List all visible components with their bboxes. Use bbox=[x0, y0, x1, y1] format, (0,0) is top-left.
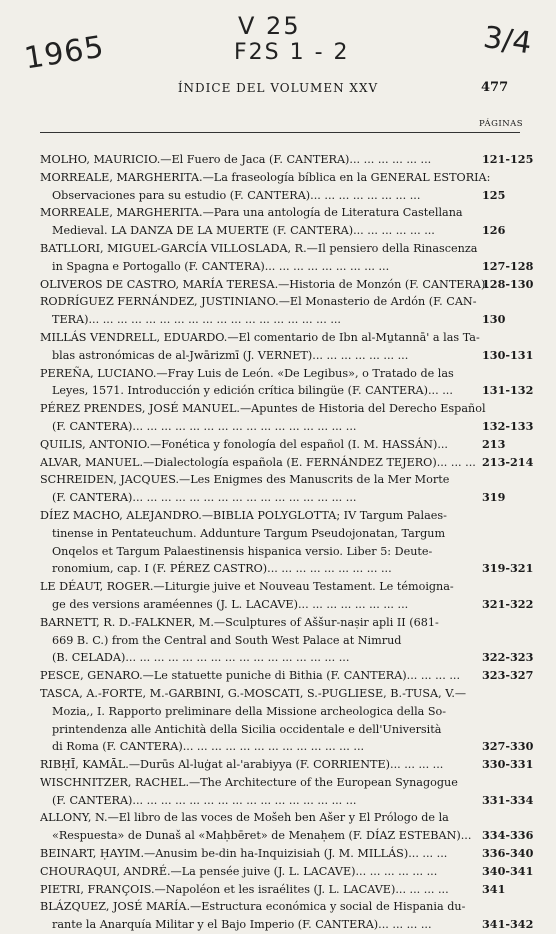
entry-line: QUILIS, ANTONIO.—Fonética y fonología del español (I. M. HASSÁN)... bbox=[40, 437, 448, 451]
index-entry bbox=[40, 365, 534, 401]
entry-pages: 334-336 bbox=[482, 828, 534, 843]
entry-line: 669 B. C.) from the Central and South West Palace at Nimrud bbox=[52, 633, 402, 647]
handwritten-fraction: 3/4 bbox=[481, 20, 534, 62]
entry-pages: 125 bbox=[482, 187, 506, 202]
entry-line: di Roma (F. CANTERA)... ... ... ... ... ... ... ... ... ... ... ... ... bbox=[52, 740, 365, 754]
entry-pages: 132-133 bbox=[482, 418, 534, 433]
entry-line: (F. CANTERA)... ... ... ... ... ... ... ... ... ... ... ... ... ... ... ... bbox=[52, 793, 357, 807]
index-entry bbox=[40, 507, 534, 578]
entry-pages: 131-132 bbox=[482, 383, 534, 398]
pages-column-label: PÁGINAS bbox=[479, 119, 524, 129]
entry-line: tinense in Pentateuchum. Addunture Targum Pseudojonatan, Targum bbox=[52, 526, 446, 540]
entry-line: PÉREZ PRENDES, JOSÉ MANUEL.—Apuntes de Historia del Derecho Español bbox=[40, 402, 486, 416]
handwritten-year: 1965 bbox=[22, 29, 107, 77]
entry-pages: 331-334 bbox=[482, 792, 534, 807]
entry-pages: 330-331 bbox=[482, 757, 534, 772]
entry-line: ronomium, cap. I (F. PÉREZ CASTRO)... ... ... ... ... ... ... ... ... bbox=[52, 562, 392, 576]
handwritten-fascicles: F2S 1 - 2 bbox=[234, 40, 350, 65]
index-entry bbox=[40, 898, 534, 934]
entry-pages: 128-130 bbox=[482, 276, 534, 291]
entry-line: WISCHNITZER, RACHEL.—The Architecture of the European Synagogue bbox=[40, 775, 458, 789]
entry-line: TERA)... ... ... ... ... ... ... ... ... ... ... ... ... ... ... ... ... ... bbox=[52, 313, 341, 327]
entry-line: printendenza alle Antichità della Sicilia occidentale e dell'Università bbox=[52, 722, 442, 736]
index-entry bbox=[40, 169, 526, 205]
entry-pages: 121-125 bbox=[482, 152, 534, 166]
entry-line: ge des versions araméennes (J. L. LACAVE)... ... ... ... ... ... ... ... bbox=[52, 597, 409, 611]
entry-pages: 319 bbox=[482, 490, 506, 505]
entry-pages: 340-341 bbox=[482, 863, 534, 878]
entry-line: Leyes, 1571. Introducción y edición crítica bilingüe (F. CANTERA)... ... bbox=[52, 384, 453, 398]
entry-line: rante la Anarquía Militar y el Bajo Imperio (F. CANTERA)... ... ... ... bbox=[52, 918, 432, 932]
running-title: ÍNDICE DEL VOLUMEN XXV bbox=[177, 81, 379, 95]
entry-line: CHOURAQUI, ANDRÉ.—La pensée juive (J. L. LACAVE)... ... ... ... ... ... bbox=[40, 864, 438, 878]
entry-line: BEINART, ḤAYIM.—Anusim be-din ha-Inquizisiah (J. M. MILLÁS)... ... ... bbox=[40, 847, 448, 861]
entry-line: blas astronómicas de al-Jwārizmī (J. VERNET)... ... ... ... ... ... ... bbox=[52, 348, 409, 362]
entry-pages: 213 bbox=[482, 436, 506, 451]
entry-line: LE DÉAUT, ROGER.—Liturgie juive et Nouveau Testament. Le témoigna- bbox=[40, 580, 454, 594]
entry-line: ALLONY, N.—El libro de las voces de Mošeh ben Ašer y El Prólogo de la bbox=[40, 811, 449, 825]
entry-line: MORREALE, MARGHERITA.—La fraseología bíblica en la GENERAL ESTORIA: bbox=[40, 170, 491, 184]
entry-line: RODRÍGUEZ FERNÁNDEZ, JUSTINIANO.—El Monasterio de Ardón (F. CAN- bbox=[40, 295, 477, 309]
entry-pages: 130 bbox=[482, 312, 506, 327]
index-entries bbox=[40, 151, 534, 934]
entry-pages: 341-342 bbox=[482, 917, 534, 932]
entry-pages: 130-131 bbox=[482, 347, 534, 362]
index-entry bbox=[40, 863, 534, 881]
index-entry bbox=[40, 240, 534, 276]
index-entry bbox=[40, 685, 534, 756]
entry-pages: 127-128 bbox=[482, 258, 534, 273]
entry-pages: 341 bbox=[482, 881, 506, 896]
index-entry bbox=[40, 471, 526, 507]
index-entry bbox=[40, 400, 534, 436]
entry-line: OLIVEROS DE CASTRO, MARÍA TERESA.—Historia de Monzón (F. CANTERA). bbox=[40, 277, 489, 291]
entry-line: MOLHO, MAURICIO.—El Fuero de Jaca (F. CANTERA)... ... ... ... ... ... bbox=[40, 153, 432, 166]
index-entry bbox=[40, 454, 534, 472]
index-entry bbox=[40, 204, 526, 240]
index-entry bbox=[40, 756, 534, 774]
entry-line: (F. CANTERA)... ... ... ... ... ... ... ... ... ... ... ... ... ... ... ... bbox=[52, 419, 357, 433]
index-entry bbox=[40, 809, 534, 845]
entry-line: «Respuesta» de Dunaš al «Maḥbēret» de Menaḥem (F. DÍAZ ESTEBAN)... bbox=[52, 829, 472, 843]
entry-line: PESCE, GENARO.—Le statuette puniche di Bithia (F. CANTERA)... ... ... ... bbox=[40, 669, 461, 683]
entry-pages: 336-340 bbox=[482, 846, 534, 861]
entry-line: Mozia,, I. Rapporto preliminare della Missione archeologica della So- bbox=[52, 704, 447, 718]
entry-line: MILLÁS VENDRELL, EDUARDO.—El comentario de Ibn al-Mu̱tannā' a las Ta- bbox=[40, 330, 480, 344]
index-entry bbox=[40, 845, 534, 863]
entry-line: PEREÑA, LUCIANO.—Fray Luis de León. «De Legibus», o Tratado de las bbox=[40, 366, 454, 380]
index-entry bbox=[40, 667, 534, 685]
entry-line: BARNETT, R. D.-FALKNER, M.—Sculptures of Aššur-naṣir apli II (681- bbox=[40, 615, 439, 629]
header-rule bbox=[40, 132, 520, 133]
entry-line: BLÁZQUEZ, JOSÉ MARÍA.—Estructura económica y social de Hispania du- bbox=[40, 900, 466, 914]
entry-pages: 126 bbox=[482, 223, 506, 238]
entry-line: Onqelos et Targum Palaestinensis hispanica versio. Liber 5: Deute- bbox=[52, 544, 433, 558]
entry-line: Medieval. LA DANZA DE LA MUERTE (F. CANTERA)... ... ... ... ... ... bbox=[52, 224, 435, 238]
entry-line: DÍEZ MACHO, ALEJANDRO.—BIBLIA POLYGLOTTA; IV Targum Palaes- bbox=[40, 508, 447, 522]
entry-line: (F. CANTERA)... ... ... ... ... ... ... ... ... ... ... ... ... ... ... ... bbox=[52, 491, 357, 505]
entry-line: ALVAR, MANUEL.—Dialectología española (E. FERNÁNDEZ TEJERO)... ... ... bbox=[40, 455, 476, 469]
entry-line: SCHREIDEN, JACQUES.—Les Enigmes des Manuscrits de la Mer Morte bbox=[40, 473, 450, 487]
handwritten-volume: V 25 bbox=[238, 12, 301, 40]
entry-line: (B. CELADA)... ... ... ... ... ... ... ... ... ... ... ... ... ... ... ... bbox=[52, 651, 350, 665]
index-entry bbox=[40, 329, 534, 365]
entry-pages: 327-330 bbox=[482, 739, 534, 754]
index-entry bbox=[40, 276, 534, 294]
entry-line: RIBḤĪ, KAMĀL.—Durūs Al-luġat al-'arabiyya (F. CORRIENTE)... ... ... ... bbox=[40, 758, 444, 772]
index-entry bbox=[40, 578, 534, 614]
index-entry bbox=[40, 774, 534, 810]
entry-line: in Spagna e Portogallo (F. CANTERA)... ... ... ... ... ... ... ... ... bbox=[52, 259, 390, 273]
entry-line: PIETRI, FRANÇOIS.—Napoléon et les israélites (J. L. LACAVE)... ... ... ... bbox=[40, 882, 449, 896]
entry-line: MORREALE, MARGHERITA.—Para una antología de Literatura Castellana bbox=[40, 206, 463, 220]
index-entry bbox=[40, 151, 534, 169]
entry-line: Observaciones para su estudio (F. CANTERA)... ... ... ... ... ... ... ... bbox=[52, 188, 421, 202]
page-number: 477 bbox=[481, 80, 509, 95]
entry-pages: 322-323 bbox=[482, 650, 534, 665]
entry-pages: 319-321 bbox=[482, 561, 534, 576]
index-entry bbox=[40, 293, 526, 329]
entry-pages: 321-322 bbox=[482, 596, 534, 611]
entry-pages: 323-327 bbox=[482, 668, 534, 683]
entry-line: TASCA, A.-FORTE, M.-GARBINI, G.-MOSCATI, S.-PUGLIESE, B.-TUSA, V.— bbox=[40, 686, 467, 700]
index-entry bbox=[40, 436, 526, 454]
index-entry bbox=[40, 881, 526, 899]
entry-line: BATLLORI, MIGUEL-GARCÍA VILLOSLADA, R.—Il pensiero della Rinascenza bbox=[40, 241, 478, 255]
entry-pages: 213-214 bbox=[482, 454, 534, 469]
index-entry bbox=[40, 614, 534, 667]
